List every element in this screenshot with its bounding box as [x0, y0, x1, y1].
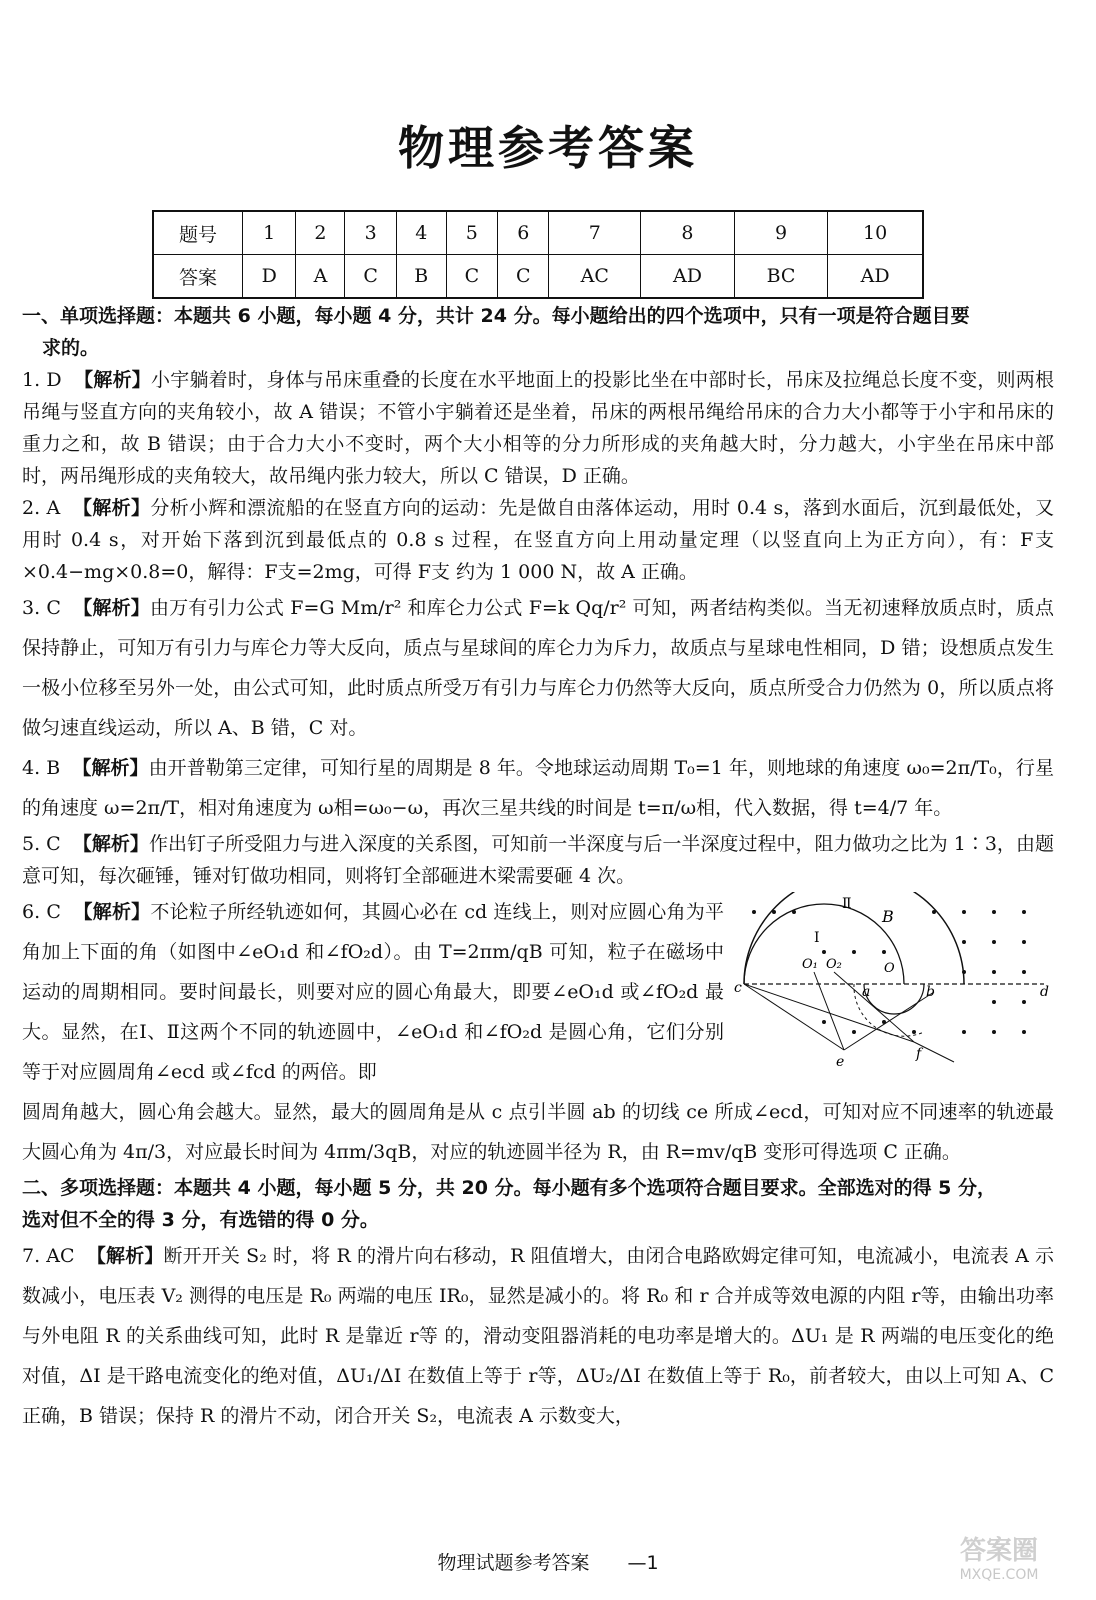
answer-cell: C: [446, 255, 497, 299]
question-number: 3: [345, 211, 396, 255]
question-number: 8: [641, 211, 735, 255]
question-number: 4. B: [22, 757, 61, 779]
explanation-text: 小宇躺着时，身体与吊床重叠的长度在水平地面上的投影比坐在中部时长，吊床及拉绳总长度不变，则两根吊绳与竖直方向的夹角较小，故 A 错误；不管小宇躺着还是坐着，吊床的两根吊绳给吊床的合力大小都等于小宇和吊床的重力之和，故 B 错误；由于合力大小不变时，两个大小相等的分力所形成的夹角越大时，分力越大，小宇坐在吊床中部时，两吊绳形成的夹角较大，故吊绳内张力较大，所以 C 错误，D 正确。: [22, 369, 1054, 487]
question-number: 10: [828, 211, 923, 255]
section-2-title: 二、多项选择题：本题共 4 小题，每小题 5 分，共 20 分。每小题有多个选项符合题目要求。全部选对的得 5 分，: [22, 1177, 997, 1199]
watermark-url: MXQE.COM: [959, 1567, 1039, 1583]
answer-cell: AD: [828, 255, 923, 299]
question-number: 7: [549, 211, 641, 255]
question-number: 2: [296, 211, 345, 255]
answer-cell: AD: [641, 255, 735, 299]
question-number: 3. C: [22, 597, 61, 619]
answer-content: [22, 300, 1054, 1436]
line-e-o: [844, 992, 934, 1050]
question-6-continuation: 圆周角越大，圆心角会越大。显然，最大的圆周角是从 c 点引半圆 ab 的切线 ce 所成∠ecd，可知对应不同速率的轨迹最大圆心角为 4π/3，对应最长时间为 4πm/3qB，对应的轨迹圆半径为 R，由 R=mv/qB 变形可得选项 C 正确。: [22, 1101, 1054, 1163]
answer-cell: BC: [734, 255, 827, 299]
answer-cell: B: [396, 255, 446, 299]
answer-cell: AC: [549, 255, 641, 299]
page-title: 物理参考答案: [398, 121, 698, 175]
watermark-logo: [924, 1530, 1074, 1590]
question-number: 6: [498, 211, 549, 255]
explanation-text: 断开开关 S₂ 时，将 R 的滑片向右移动，R 阻值增大，由闭合电路欧姆定律可知，电流减小，电流表 A 示数减小，电压表 V₂ 测得的电压是 R₀ 两端的电压 IR₀，显然是减小的。将 R₀ 和 r 合并成等效电源的内阻 r等，由输出功率与外电阻 R 的关系曲线可知，此时 R 是靠近 r等 的，滑动变阻器消耗的电功率是增大的。ΔU₁ 是 R 两端的电压变化的绝对值，ΔI 是干路电流变化的绝对值，ΔU₁/ΔI 在数值上等于 r等，ΔU₂/ΔI 在数值上等于 R₀，前者较大，由以上可知 A、C 正确，B 错误；保持 R 的滑片不动，闭合开关 S₂，电流表 A 示数变大，: [22, 1245, 1054, 1427]
section-2-title-rest: 选对但不全的得 3 分，有选错的得 0 分。: [22, 1209, 379, 1231]
label-c: c: [734, 980, 742, 996]
analysis-tag: 【解析】: [72, 757, 149, 779]
question-number: 4: [396, 211, 446, 255]
label-i: Ⅰ: [814, 930, 820, 946]
label-b: b: [926, 984, 935, 1000]
analysis-tag: 【解析】: [73, 597, 150, 619]
label-a: a: [862, 984, 871, 1000]
question-number: 5. C: [22, 833, 61, 855]
explanation-text: 由万有引力公式 F=G Mm/r² 和库仑力公式 F=k Qq/r² 可知，两者结构类似。当无初速释放质点时，质点保持静止，可知万有引力与库仑力等大反向，质点与星球间的库仑力为斥力，故质点与星球电性相同，D 错；设想质点发生一极小位移至另外一处，由公式可知，此时质点所受万有引力与库仑力仍然等大反向，质点所受合力仍然为 0，所以质点将做匀速直线运动，所以 A、B 错，C 对。: [22, 597, 1054, 739]
label-o: O: [884, 961, 895, 976]
explanation-text: 不论粒子所经轨迹如何，其圆心必在 cd 连线上，则对应圆心角为平角加上下面的角（如图中∠eO₁d 和∠fO₂d）。由 T=2πm/qB 可知，粒子在磁场中运动的周期相同。要时间最长，则要对应的圆心角最大，即要∠eO₁d 或∠fO₂d 最大。显然，在Ⅰ、Ⅱ这两个不同的轨迹圆中，∠eO₁d 和∠fO₂d 是圆心角，它们分别等于对应圆周角∠ecd 或∠fcd 的两倍。即: [22, 901, 724, 1083]
analysis-tag: 【解析】: [72, 833, 149, 855]
label-b-field: B: [882, 907, 894, 926]
explanation-text: 作出钉子所受阻力与进入深度的关系图，可知前一半深度与后一半深度过程中，阻力做功之比为 1∶3，由题意可知，每次砸锤，锤对钉做功相同，则将钉全部砸进木梁需要砸 4 次。: [22, 833, 1054, 887]
question-number: 1. D: [22, 369, 62, 391]
label-d: d: [1040, 984, 1049, 1000]
page-footer: 物理试题参考答案 —1: [437, 1552, 659, 1574]
explanation-text: 分析小辉和漂流船的在竖直方向的运动：先是做自由落体运动，用时 0.4 s，落到水面后，沉到最低处，又用时 0.4 s，对开始下落到沉到最低点的 0.8 s 过程，在竖直方向上用动量定理（以竖直向上为正方向），有：F支×0.4−mg×0.8=0，解得：F支=2mg，可得 F支 约为 1 000 N，故 A 正确。: [22, 497, 1054, 583]
answer-cell: C: [498, 255, 549, 299]
explanation-text: 由开普勒第三定律，可知行星的周期是 8 年。令地球运动周期 T₀=1 年，则地球的角速度 ω₀=2π/T₀，行星的角速度 ω=2π/T，相对角速度为 ω相=ω₀−ω，再次三星共线的时间是 t=π/ω相，代入数据，得 t=4/7 年。: [22, 757, 1054, 819]
analysis-tag: 【解析】: [73, 901, 151, 923]
question-3-explanation: [22, 588, 1054, 748]
watermark-text: 答案圈: [959, 1536, 1038, 1566]
analysis-tag: 【解析】: [74, 369, 152, 391]
row-label: 答案: [153, 255, 243, 299]
trajectory-ii: [744, 892, 964, 984]
label-o1: O₁: [802, 957, 818, 972]
question-6-text: [22, 892, 724, 1092]
radius-o2f: [834, 972, 914, 1042]
answer-cell: A: [296, 255, 345, 299]
answer-table-number-row: [153, 211, 923, 255]
label-f: f: [916, 1046, 922, 1062]
label-o2: O₂: [826, 957, 842, 972]
question-number: 7. AC: [22, 1245, 75, 1267]
label-ii: Ⅱ: [842, 896, 852, 912]
magnetic-field-diagram: [734, 892, 1054, 1072]
analysis-tag: 【解析】: [73, 497, 151, 519]
question-4-explanation: [22, 748, 1054, 828]
question-2-explanation: [22, 492, 1054, 588]
row-label: 题号: [153, 211, 243, 255]
semicircle-ab: [864, 984, 924, 1014]
answer-table: [152, 210, 924, 299]
label-e: e: [836, 1054, 845, 1070]
question-number: 6. C: [22, 901, 61, 923]
answer-cell: D: [243, 255, 296, 299]
question-number: 5: [446, 211, 497, 255]
answer-cell: C: [345, 255, 396, 299]
section-heading: [22, 300, 1054, 364]
question-number: 2. A: [22, 497, 61, 519]
section-heading: [22, 1172, 1054, 1236]
question-7-explanation: [22, 1236, 1054, 1436]
question-1-explanation: [22, 364, 1054, 492]
tangent-ce: [744, 984, 844, 1050]
analysis-tag: 【解析】: [86, 1245, 164, 1267]
question-6-explanation: [22, 892, 1054, 1092]
question-number: 1: [243, 211, 296, 255]
question-5-explanation: [22, 828, 1054, 892]
answer-table-answer-row: [153, 255, 923, 299]
section-1-title: 一、单项选择题：本题共 6 小题，每小题 4 分，共计 24 分。每小题给出的四个选项中，只有一项是符合题目要: [22, 305, 970, 327]
question-number: 9: [734, 211, 827, 255]
section-1-title-rest: 求的。: [42, 337, 100, 359]
